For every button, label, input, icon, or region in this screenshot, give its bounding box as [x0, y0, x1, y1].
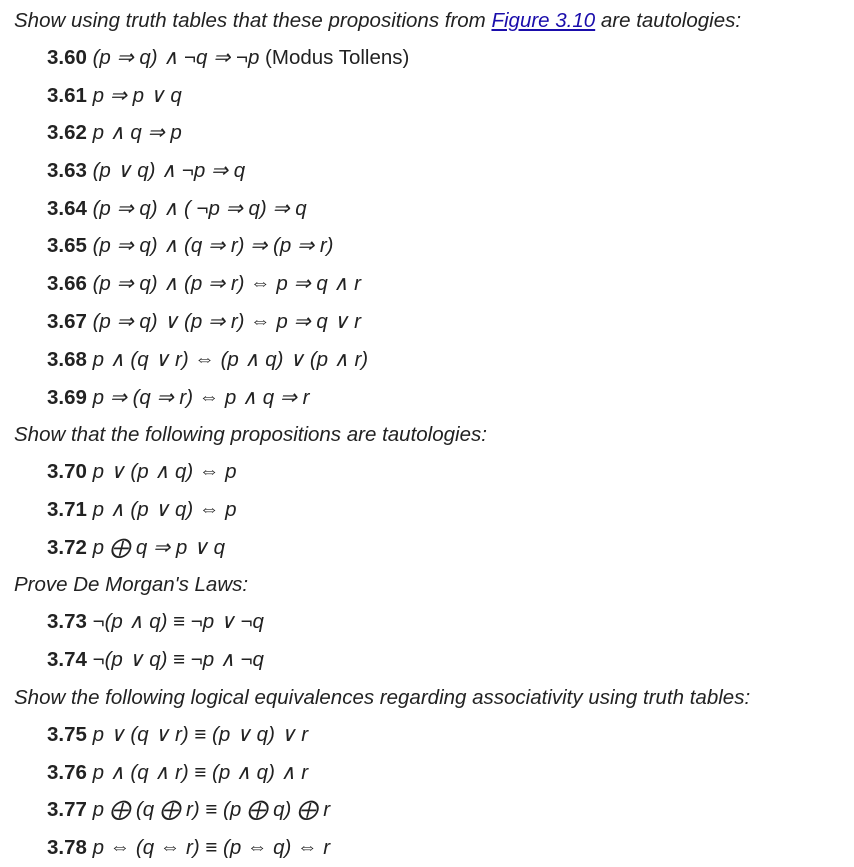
problem-3-70 — [47, 460, 237, 484]
problem-3-61 — [47, 84, 182, 108]
problem-3-65 — [47, 234, 334, 258]
problem-number: 3.62 — [47, 121, 87, 144]
problem-expression: p ⨁ (q ⨁ r) ≡ (p ⨁ q) ⨁ r — [92, 798, 331, 821]
problem-expression: (p ⇒ q) ∧ (q ⇒ r) ⇒ (p ⇒ r) — [92, 234, 334, 257]
problem-expression: p ⇒ (q ⇒ r) ⇔ p ∧ q ⇒ r — [92, 386, 310, 409]
problem-expression: p ∨ (q ∨ r) ≡ (p ∨ q) ∨ r — [92, 723, 309, 746]
problem-expression: ¬(p ∧ q) ≡ ¬p ∨ ¬q — [92, 610, 264, 633]
problem-number: 3.77 — [47, 798, 87, 821]
problem-expression: (p ⇒ q) ∨ (p ⇒ r) ⇔ p ⇒ q ∨ r — [92, 310, 361, 333]
problem-number: 3.70 — [47, 460, 87, 483]
problem-number: 3.73 — [47, 610, 87, 633]
problem-expression: (p ∨ q) ∧ ¬p ⇒ q — [92, 159, 246, 182]
section3-intro: Prove De Morgan's Laws: — [14, 573, 249, 596]
problem-number: 3.78 — [47, 836, 87, 859]
problem-3-72 — [47, 536, 225, 560]
problem-expression: p ∧ q ⇒ p — [92, 121, 182, 144]
problem-note: (Modus Tollens) — [259, 46, 410, 69]
problem-number: 3.76 — [47, 761, 87, 784]
problem-3-60 — [47, 46, 409, 70]
problem-expression: p ⨁ q ⇒ p ∨ q — [92, 536, 226, 559]
problem-number: 3.63 — [47, 159, 87, 182]
problem-3-71 — [47, 498, 237, 522]
problem-number: 3.72 — [47, 536, 87, 559]
problem-expression: ¬(p ∨ q) ≡ ¬p ∧ ¬q — [92, 648, 264, 671]
section4-intro: Show the following logical equivalences regarding associativity using truth tables: — [14, 686, 751, 709]
problem-number: 3.60 — [47, 46, 87, 69]
problem-3-76 — [47, 761, 308, 785]
section1-intro — [14, 9, 741, 33]
problem-number: 3.69 — [47, 386, 87, 409]
problem-expression: (p ⇒ q) ∧ ¬q ⇒ ¬p — [92, 46, 260, 69]
problem-expression: p ∧ (q ∧ r) ≡ (p ∧ q) ∧ r — [92, 761, 309, 784]
problem-3-75 — [47, 723, 308, 747]
problem-number: 3.64 — [47, 197, 87, 220]
problem-number: 3.61 — [47, 84, 87, 107]
problem-expression: p ∨ (p ∧ q) ⇔ p — [92, 460, 237, 483]
section1-intro-text: Show using truth tables that these propositions from — [14, 9, 492, 32]
problem-number: 3.66 — [47, 272, 87, 295]
problem-3-78 — [47, 836, 330, 860]
problem-expression: p ∧ (p ∨ q) ⇔ p — [92, 498, 237, 521]
problem-3-69 — [47, 386, 310, 410]
problem-3-68 — [47, 348, 368, 372]
problem-3-67 — [47, 310, 361, 334]
problem-3-64 — [47, 197, 307, 221]
problem-expression: (p ⇒ q) ∧ (p ⇒ r) ⇔ p ⇒ q ∧ r — [92, 272, 361, 295]
problem-3-73 — [47, 610, 264, 634]
problem-number: 3.68 — [47, 348, 87, 371]
problem-expression: p ⇔ (q ⇔ r) ≡ (p ⇔ q) ⇔ r — [92, 836, 331, 859]
problem-3-63 — [47, 159, 245, 183]
problem-number: 3.74 — [47, 648, 87, 671]
problem-number: 3.65 — [47, 234, 87, 257]
problem-number: 3.71 — [47, 498, 87, 521]
problem-expression: p ⇒ p ∨ q — [92, 84, 182, 107]
problem-number: 3.75 — [47, 723, 87, 746]
section1-intro-text-end: are tautologies: — [595, 9, 742, 32]
problem-3-77 — [47, 798, 330, 822]
problem-3-62 — [47, 121, 182, 145]
problem-3-74 — [47, 648, 264, 672]
problem-expression: (p ⇒ q) ∧ ( ¬p ⇒ q) ⇒ q — [92, 197, 307, 220]
figure-link[interactable]: Figure 3.10 — [491, 9, 596, 32]
section2-intro: Show that the following propositions are tautologies: — [14, 423, 487, 446]
problem-expression: p ∧ (q ∨ r) ⇔ (p ∧ q) ∨ (p ∧ r) — [92, 348, 369, 371]
problem-3-66 — [47, 272, 361, 296]
problem-number: 3.67 — [47, 310, 87, 333]
